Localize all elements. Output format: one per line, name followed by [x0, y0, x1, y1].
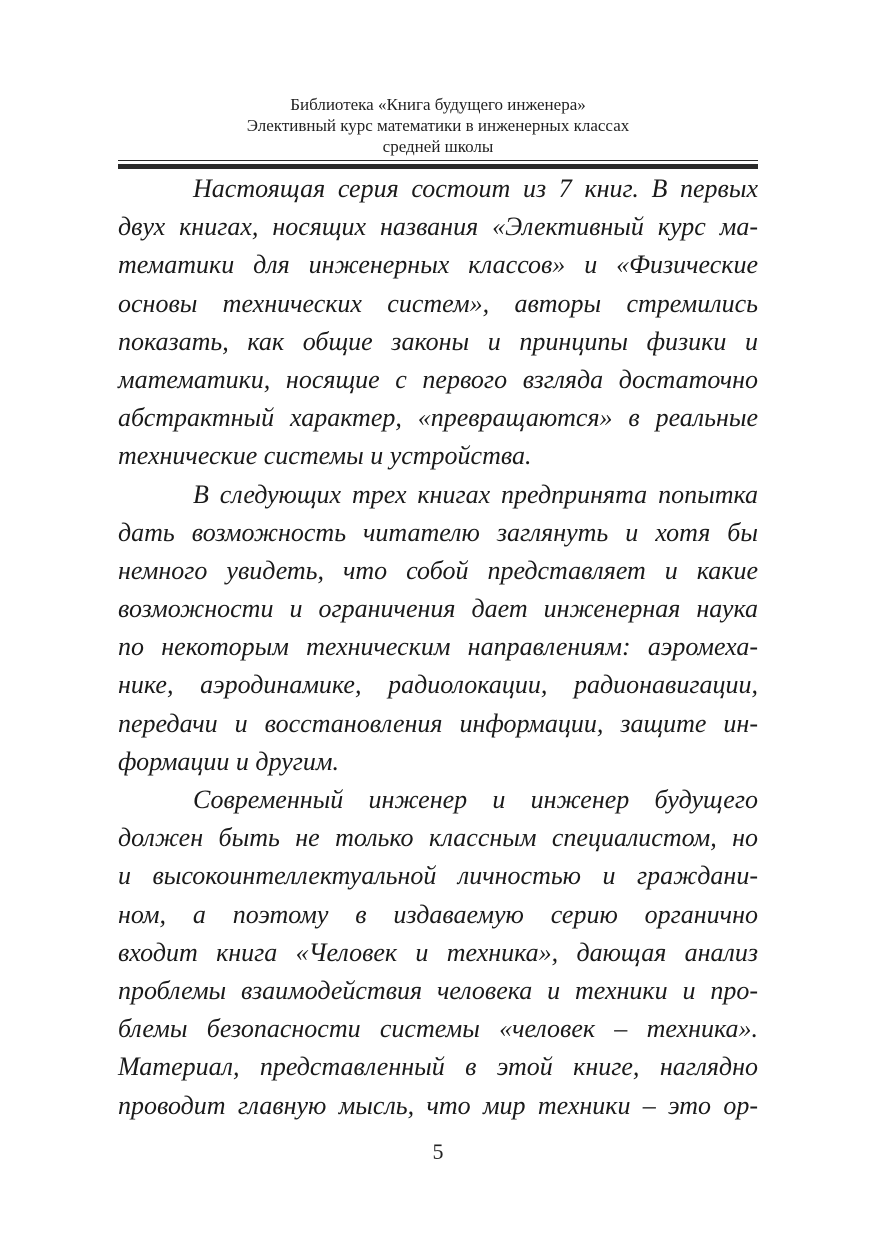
- text-line: основы технических систем», авторы стремились: [118, 288, 758, 318]
- text-line: В следующих трех книгах предпринята попытка: [193, 479, 758, 509]
- header-school-level: средней школы: [382, 137, 494, 156]
- text-line: входит книга «Человек и техника», дающая анализ: [118, 937, 758, 967]
- text-line: передачи и восстановления информации, защите ин-: [118, 708, 758, 738]
- header-rule-thick: [118, 164, 758, 169]
- header-course-title: Элективный курс математики в инженерных классах: [246, 116, 630, 135]
- text-line: показать, как общие законы и принципы физики и: [118, 326, 758, 356]
- text-line: проблемы взаимодействия человека и техники и про-: [118, 975, 758, 1005]
- running-header: [118, 94, 758, 157]
- text-line: нике, аэродинамике, радиолокации, радионавигации,: [118, 670, 758, 700]
- text-line: математики, носящие с первого взгляда достаточно: [118, 364, 758, 394]
- paragraph-2: [118, 476, 758, 782]
- text-line: должен быть не только классным специалистом, но: [118, 823, 758, 853]
- page-number: 5: [432, 1139, 444, 1164]
- text-line: технические системы и устройства.: [118, 441, 532, 471]
- text-line: проводит главную мысль, что мир техники – это ор-: [118, 1090, 758, 1120]
- text-line: возможности и ограничения дает инженерная наука: [118, 594, 758, 624]
- paragraph-3: [118, 781, 758, 1125]
- text-line: немного увидеть, что собой представляет и какие: [118, 555, 758, 585]
- header-series-title: Библиотека «Книга будущего инженера»: [290, 95, 586, 114]
- text-line: формации и другим.: [118, 746, 339, 776]
- text-line: абстрактный характер, «превращаются» в реальные: [118, 403, 758, 433]
- text-line: тематики для инженерных классов» и «Физические: [118, 250, 758, 280]
- paragraph-1: [118, 170, 758, 476]
- text-line: двух книгах, носящих названия «Элективный курс ма-: [118, 212, 758, 242]
- text-line: по некоторым техническим направлениям: аэромеха-: [118, 632, 758, 662]
- text-line: Современный инженер и инженер будущего: [193, 785, 758, 814]
- text-line: дать возможность читателю заглянуть и хотя бы: [118, 517, 758, 547]
- text-line: Материал, представленный в этой книге, наглядно: [118, 1052, 758, 1082]
- header-rule-thin: [118, 160, 758, 161]
- text-line: и высокоинтеллектуальной личностью и граждани-: [118, 861, 758, 891]
- text-line: Настоящая серия состоит из 7 книг. В первых: [193, 174, 758, 203]
- text-line: ном, а поэтому в издаваемую серию органично: [118, 899, 758, 929]
- text-line: блемы безопасности системы «человек – техника».: [118, 1014, 758, 1044]
- main-text: [118, 170, 758, 1125]
